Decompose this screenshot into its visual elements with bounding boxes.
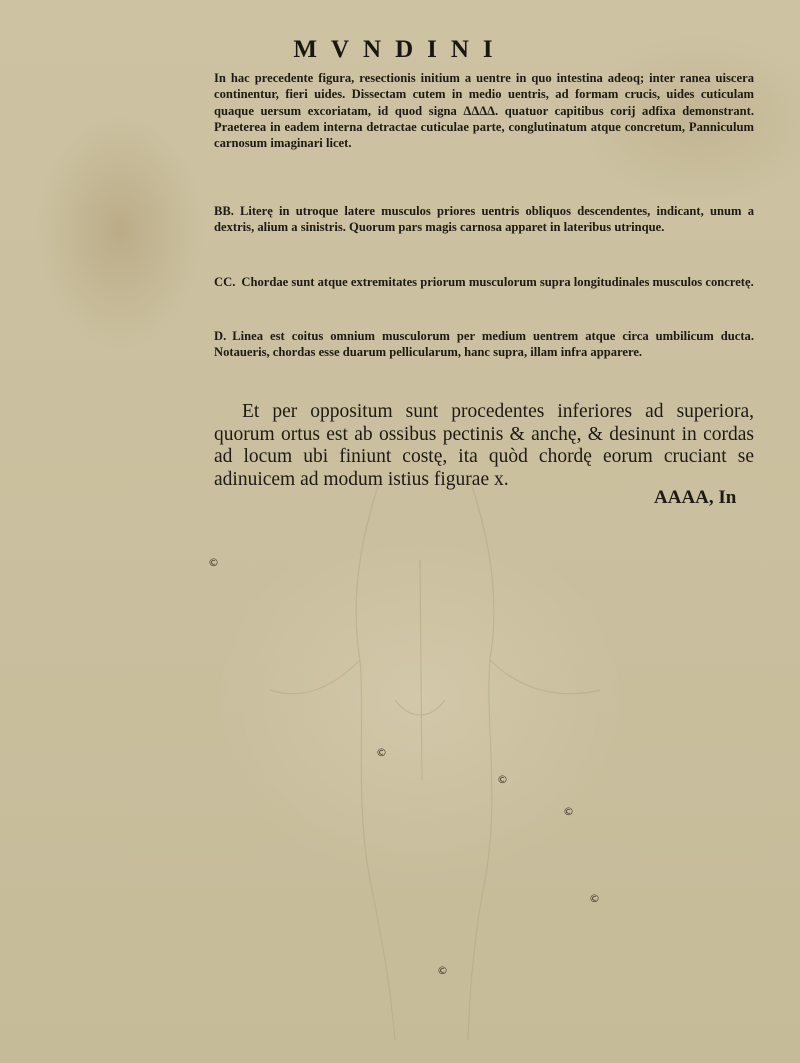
reference-mark: © [497,773,508,786]
paragraph-text: Et per oppositum sunt procedentes inferiores ad superiora, quorum ortus est ab ossibus pectinis & anchę, & desinunt in cordas ad locum ubi finiunt costę, ita quòd chordę eorum cruciant se adinuicem ad modum istius figurae x. [214,401,754,490]
paragraph-large [214,401,754,491]
paragraph-text: Literę in utroque latere musculos priores uentris obliquos descendentes, indicant, unum a dextris, alium a sinistris. Quorum pars magis carnosa apparet in lateribus utrinque. [214,204,754,235]
reference-mark: © [208,556,219,569]
paragraph-lead-cc: CC. [214,275,236,289]
reference-mark: © [563,805,574,818]
reference-mark: © [437,964,448,977]
paragraph-text: In hac precedente figura, resectionis initium a uentre in quo intestina adeoq; inter ranea uiscera continentur, fieri uides. Dissectam cutem in medio uentris, ad formam crucis, uides cuticulam quaque uersum excoriatam, id quod signa ΔΔΔΔ. quatuor capitibus corij adfixa demonstrant. Praeterea in eadem interna detractae cuticulae parte, conglutinatum atque concretum, Panniculum carnosum imaginari licet. [214,71,754,151]
catchword: AAAA, In [654,487,737,508]
paragraph-bb [214,203,754,236]
reference-mark: © [589,892,600,905]
paragraph-text: Linea est coitus omnium musculorum per medium uentrem atque circa umbilicum ducta. Notaueris, chordas esse duarum pellicularum, hanc supra, illam infra apparere. [214,329,754,360]
paragraph-lead-d: D. [214,329,227,343]
paragraph-text: Chordae sunt atque extremitates priorum musculorum supra longitudinales musculos concretę. [241,275,754,289]
reference-mark: © [376,746,387,759]
paragraph-cc [214,274,754,290]
paragraph-d [214,328,754,361]
paragraph-intro [214,70,754,151]
page-header-title: MVNDINI [293,36,507,63]
paragraph-lead-bb: BB. [214,204,234,218]
